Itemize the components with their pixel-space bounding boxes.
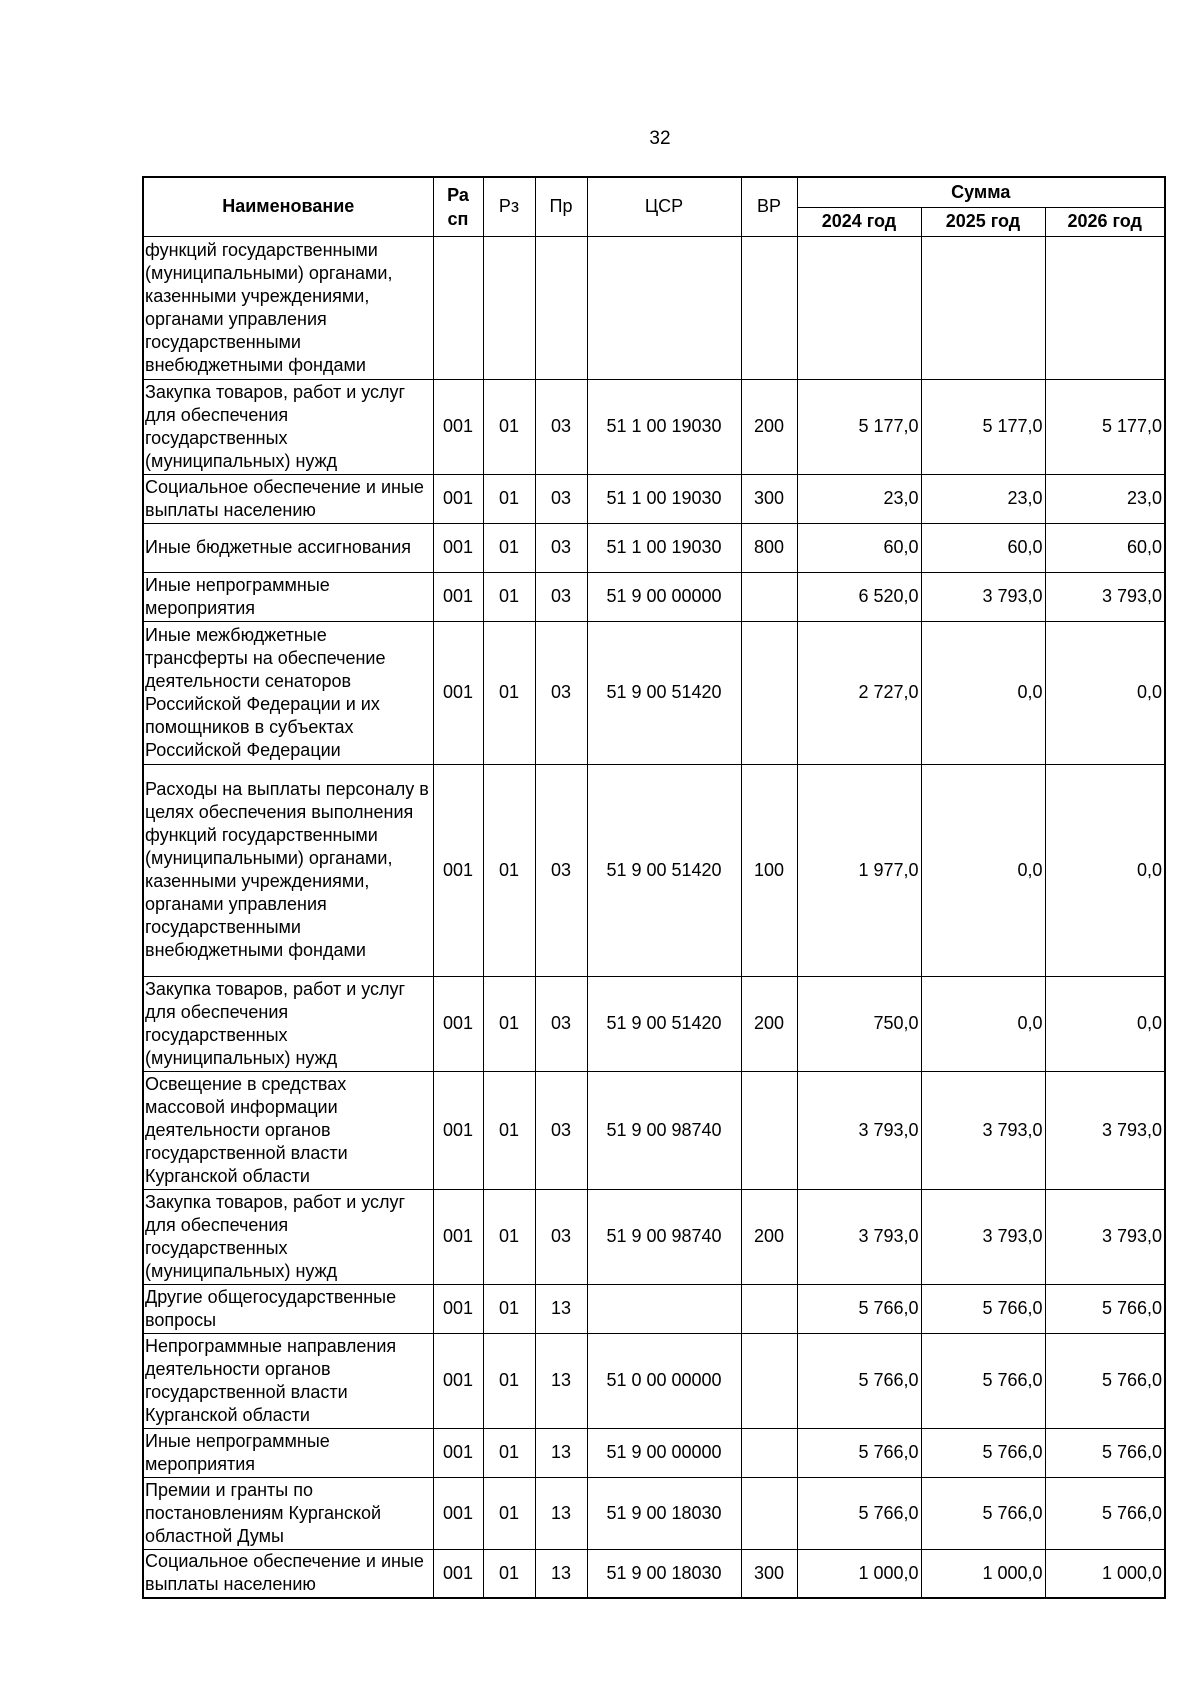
row-pr: 03 (535, 1189, 587, 1284)
row-csr: 51 1 00 19030 (587, 379, 741, 474)
table-body (143, 236, 1165, 1598)
header-rasp-top: Ра (447, 184, 469, 205)
header-2026: 2026 год (1045, 207, 1165, 236)
row-2026: 5 766,0 (1045, 1333, 1165, 1428)
row-pr: 03 (535, 474, 587, 523)
header-csr: ЦСР (587, 177, 741, 236)
table-row (143, 621, 1165, 764)
row-2024: 3 793,0 (797, 1071, 921, 1189)
row-name: Непрограммные направления деятельности органов государственной власти Курганской области (143, 1333, 433, 1428)
header-2024: 2024 год (797, 207, 921, 236)
table-row (143, 474, 1165, 523)
row-pr: 03 (535, 976, 587, 1071)
row-pr: 13 (535, 1477, 587, 1549)
row-2025: 5 766,0 (921, 1428, 1045, 1477)
row-2025: 60,0 (921, 523, 1045, 572)
row-csr: 51 0 00 00000 (587, 1333, 741, 1428)
row-vr (741, 572, 797, 621)
row-rz: 01 (483, 1549, 535, 1598)
row-2026: 0,0 (1045, 764, 1165, 976)
row-2026: 5 766,0 (1045, 1428, 1165, 1477)
row-name: Иные межбюджетные трансферты на обеспечение деятельности сенаторов Российской Федерации и их помощников в субъектах Российской Федерации (143, 621, 433, 764)
row-name: Закупка товаров, работ и услуг для обеспечения государственных (муниципальных) нужд (143, 976, 433, 1071)
row-csr: 51 9 00 98740 (587, 1189, 741, 1284)
table-row (143, 1071, 1165, 1189)
page-number: 32 (649, 128, 671, 149)
row-csr (587, 236, 741, 379)
row-2025 (921, 236, 1045, 379)
header-rz: Рз (483, 177, 535, 236)
row-vr: 800 (741, 523, 797, 572)
row-2026: 3 793,0 (1045, 1071, 1165, 1189)
row-rasp: 001 (433, 1189, 483, 1284)
row-pr: 03 (535, 621, 587, 764)
row-name: Закупка товаров, работ и услуг для обеспечения государственных (муниципальных) нужд (143, 1189, 433, 1284)
row-2025: 3 793,0 (921, 572, 1045, 621)
row-2026: 23,0 (1045, 474, 1165, 523)
table-row (143, 1189, 1165, 1284)
header-rasp (433, 177, 483, 236)
table-row (143, 1477, 1165, 1549)
row-rasp: 001 (433, 1071, 483, 1189)
row-name: Иные непрограммные мероприятия (143, 572, 433, 621)
row-2025: 5 177,0 (921, 379, 1045, 474)
row-rasp: 001 (433, 621, 483, 764)
row-csr: 51 9 00 00000 (587, 572, 741, 621)
row-2024: 1 000,0 (797, 1549, 921, 1598)
header-vr: ВР (741, 177, 797, 236)
row-pr: 13 (535, 1284, 587, 1333)
row-2025: 0,0 (921, 764, 1045, 976)
row-name: Социальное обеспечение и иные выплаты населению (143, 474, 433, 523)
header-2025: 2025 год (921, 207, 1045, 236)
row-rz: 01 (483, 1071, 535, 1189)
row-csr: 51 1 00 19030 (587, 523, 741, 572)
row-rz: 01 (483, 1477, 535, 1549)
row-2024: 60,0 (797, 523, 921, 572)
row-2024: 5 766,0 (797, 1284, 921, 1333)
row-pr: 03 (535, 523, 587, 572)
row-csr (587, 1284, 741, 1333)
row-2025: 3 793,0 (921, 1189, 1045, 1284)
row-rz: 01 (483, 474, 535, 523)
row-rasp: 001 (433, 1549, 483, 1598)
row-csr: 51 9 00 51420 (587, 764, 741, 976)
row-vr: 100 (741, 764, 797, 976)
row-2025: 0,0 (921, 976, 1045, 1071)
row-vr: 200 (741, 1189, 797, 1284)
row-csr: 51 1 00 19030 (587, 474, 741, 523)
row-vr (741, 1071, 797, 1189)
table-row (143, 523, 1165, 572)
row-name: функций государственными (муниципальными) органами, казенными учреждениями, органами управления государственными внебюджетными фондами (143, 236, 433, 379)
header-row (143, 177, 1165, 207)
row-2025: 1 000,0 (921, 1549, 1045, 1598)
row-name: Иные бюджетные ассигнования (143, 523, 433, 572)
row-2024 (797, 236, 921, 379)
row-2025: 5 766,0 (921, 1333, 1045, 1428)
row-rasp: 001 (433, 523, 483, 572)
row-vr: 200 (741, 976, 797, 1071)
row-rz: 01 (483, 572, 535, 621)
row-pr: 03 (535, 764, 587, 976)
header-sum: Сумма (797, 177, 1165, 207)
row-rz (483, 236, 535, 379)
row-2026: 3 793,0 (1045, 572, 1165, 621)
row-rz: 01 (483, 1333, 535, 1428)
row-rz: 01 (483, 621, 535, 764)
row-2024: 5 766,0 (797, 1477, 921, 1549)
header-name: Наименование (143, 177, 433, 236)
row-pr (535, 236, 587, 379)
row-2024: 5 766,0 (797, 1333, 921, 1428)
row-rasp: 001 (433, 1428, 483, 1477)
row-name: Социальное обеспечение и иные выплаты населению (143, 1549, 433, 1598)
row-rasp (433, 236, 483, 379)
row-2024: 5 766,0 (797, 1428, 921, 1477)
row-vr: 300 (741, 474, 797, 523)
row-rasp: 001 (433, 976, 483, 1071)
row-csr: 51 9 00 00000 (587, 1428, 741, 1477)
table-row (143, 1284, 1165, 1333)
row-2024: 3 793,0 (797, 1189, 921, 1284)
row-csr: 51 9 00 98740 (587, 1071, 741, 1189)
row-vr (741, 1333, 797, 1428)
row-name: Иные непрограммные мероприятия (143, 1428, 433, 1477)
table-row (143, 1549, 1165, 1598)
row-rz: 01 (483, 379, 535, 474)
row-csr: 51 9 00 18030 (587, 1477, 741, 1549)
row-name: Освещение в средствах массовой информации деятельности органов государственной власти Курганской области (143, 1071, 433, 1189)
row-rasp: 001 (433, 572, 483, 621)
row-2025: 3 793,0 (921, 1071, 1045, 1189)
row-2024: 5 177,0 (797, 379, 921, 474)
row-name: Закупка товаров, работ и услуг для обеспечения государственных (муниципальных) нужд (143, 379, 433, 474)
row-rasp: 001 (433, 379, 483, 474)
row-2026: 5 766,0 (1045, 1477, 1165, 1549)
row-csr: 51 9 00 51420 (587, 976, 741, 1071)
row-rasp: 001 (433, 1333, 483, 1428)
row-rz: 01 (483, 523, 535, 572)
row-rasp: 001 (433, 764, 483, 976)
row-rasp: 001 (433, 1477, 483, 1549)
row-2026: 60,0 (1045, 523, 1165, 572)
row-2025: 23,0 (921, 474, 1045, 523)
row-2024: 1 977,0 (797, 764, 921, 976)
row-rz: 01 (483, 976, 535, 1071)
row-2025: 5 766,0 (921, 1284, 1045, 1333)
table-row (143, 764, 1165, 976)
row-2026: 0,0 (1045, 976, 1165, 1071)
table-row (143, 236, 1165, 379)
row-rasp: 001 (433, 1284, 483, 1333)
row-2025: 5 766,0 (921, 1477, 1045, 1549)
row-rz: 01 (483, 1284, 535, 1333)
row-csr: 51 9 00 51420 (587, 621, 741, 764)
row-vr: 300 (741, 1549, 797, 1598)
row-name: Премии и гранты по постановлениям Курганской областной Думы (143, 1477, 433, 1549)
table-row (143, 572, 1165, 621)
row-name: Другие общегосударственные вопросы (143, 1284, 433, 1333)
row-2026: 0,0 (1045, 621, 1165, 764)
row-pr: 13 (535, 1549, 587, 1598)
table-row (143, 1333, 1165, 1428)
row-2024: 23,0 (797, 474, 921, 523)
row-rz: 01 (483, 1189, 535, 1284)
budget-table (142, 176, 1166, 1599)
row-vr (741, 1477, 797, 1549)
row-2025: 0,0 (921, 621, 1045, 764)
row-vr (741, 621, 797, 764)
table-row (143, 379, 1165, 474)
row-2026: 3 793,0 (1045, 1189, 1165, 1284)
row-2024: 750,0 (797, 976, 921, 1071)
row-2026: 5 177,0 (1045, 379, 1165, 474)
row-rz: 01 (483, 1428, 535, 1477)
header-rasp-bottom: сп (447, 208, 469, 229)
row-pr: 03 (535, 1071, 587, 1189)
row-rz: 01 (483, 764, 535, 976)
row-2026: 5 766,0 (1045, 1284, 1165, 1333)
header-pr: Пр (535, 177, 587, 236)
row-pr: 03 (535, 572, 587, 621)
table-row (143, 976, 1165, 1071)
row-pr: 03 (535, 379, 587, 474)
row-vr (741, 1284, 797, 1333)
row-2026 (1045, 236, 1165, 379)
table-row (143, 1428, 1165, 1477)
row-csr: 51 9 00 18030 (587, 1549, 741, 1598)
row-rasp: 001 (433, 474, 483, 523)
row-vr (741, 236, 797, 379)
row-pr: 13 (535, 1333, 587, 1428)
row-2024: 2 727,0 (797, 621, 921, 764)
row-vr: 200 (741, 379, 797, 474)
row-2024: 6 520,0 (797, 572, 921, 621)
row-pr: 13 (535, 1428, 587, 1477)
row-2026: 1 000,0 (1045, 1549, 1165, 1598)
row-vr (741, 1428, 797, 1477)
row-name: Расходы на выплаты персоналу в целях обеспечения выполнения функций государственными (муниципальными) органами, казенными учреждениями, органами управления государственными внебюджетными фондами (143, 764, 433, 976)
